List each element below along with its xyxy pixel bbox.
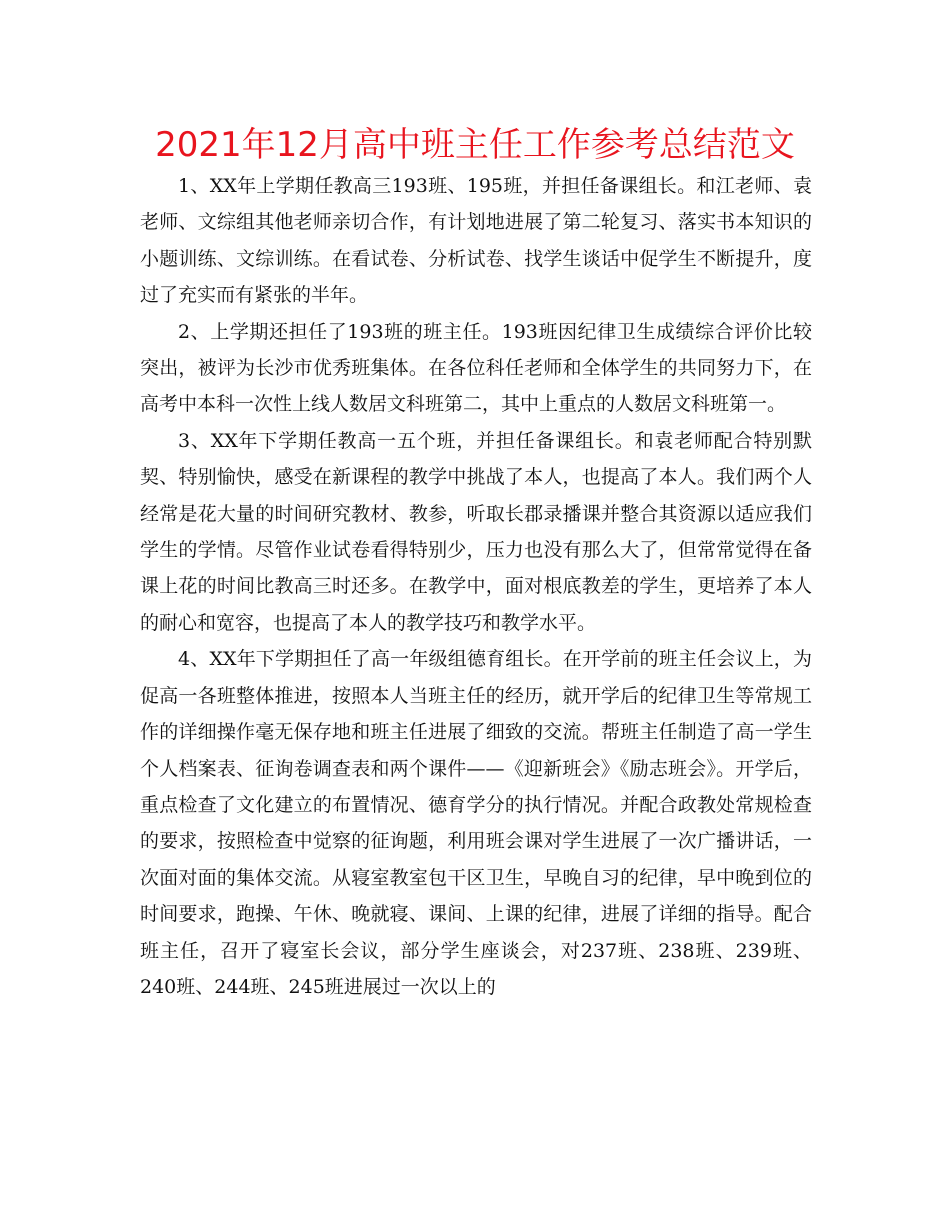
paragraph-2: 2、上学期还担任了193班的班主任。193班因纪律卫生成绩综合评价比较突出，被评为长沙市优秀班集体。在各位科任老师和全体学生的共同努力下，在高考中本科一次性上线人数居文科班第二，其中上重点的人数居文科班第一。 <box>140 320 812 416</box>
document-title: 2021年12月高中班主任工作参考总结范文 <box>155 125 795 165</box>
paragraph-3: 3、XX年下学期任教高一五个班，并担任备课组长。和袁老师配合特别默契、特别愉快，感受在新课程的教学中挑战了本人，也提高了本人。我们两个人经常是花大量的时间研究教材、教参，听取长郡录播课并整合其资源以适应我们学生的学情。尽管作业试卷看得特别少，压力也没有那么大了，但常常觉得在备课上花的时间比教高三时还多。在教学中，面对根底教差的学生，更培养了本人的耐心和宽容，也提高了本人的教学技巧和教学水平。 <box>140 429 812 634</box>
document-body <box>140 168 812 1005</box>
paragraph-4: 4、XX年下学期担任了高一年级组德育组长。在开学前的班主任会议上，为促高一各班整体推进，按照本人当班主任的经历，就开学后的纪律卫生等常规工作的详细操作毫无保存地和班主任进展了细致的交流。帮班主任制造了高一学生个人档案表、征询卷调查表和两个课件——《迎新班会》《励志班会》。开学后，重点检查了文化建立的布置情况、德育学分的执行情况。并配合政教处常规检查的要求，按照检查中觉察的征询题，利用班会课对学生进展了一次广播讲话，一次面对面的集体交流。从寝室教室包干区卫生，早晚自习的纪律，早中晚到位的时间要求，跑操、午休、晚就寝、课间、上课的纪律，进展了详细的指导。配合班主任，召开了寝室长会议，部分学生座谈会，对237班、238班、239班、240班、244班、245班进展过一次以上的 <box>140 648 812 998</box>
paragraph-1: 1、XX年上学期任教高三193班、195班，并担任备课组长。和江老师、袁老师、文综组其他老师亲切合作，有计划地进展了第二轮复习、落实书本知识的小题训练、文综训练。在看试卷、分析试卷、找学生谈话中促学生不断提升，度过了充实而有紧张的半年。 <box>140 175 812 307</box>
